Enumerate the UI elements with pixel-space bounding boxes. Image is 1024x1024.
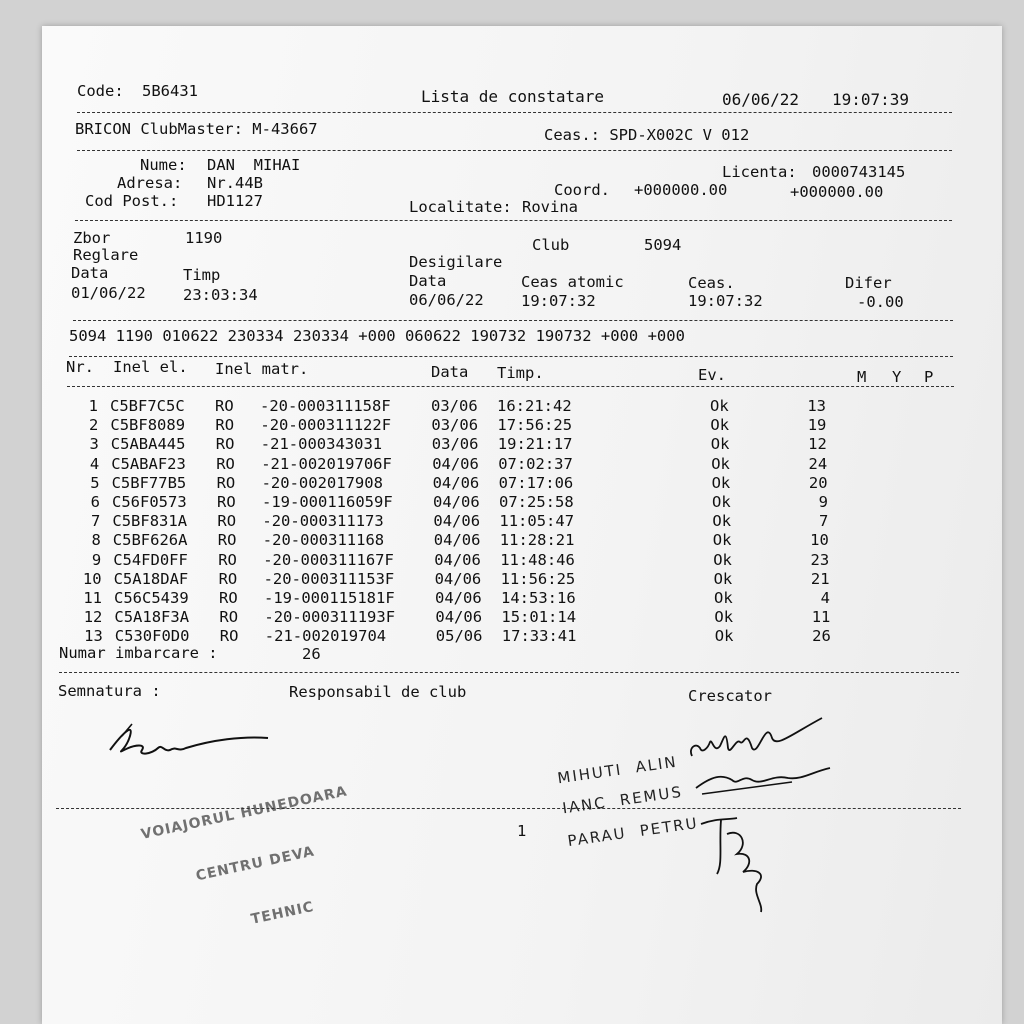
club-number: 5094 [644, 236, 682, 254]
cell-ev: Ok [710, 397, 729, 415]
cell-inel-el: C5ABAF23 [111, 454, 186, 473]
cell-date: 03/06 [431, 397, 478, 415]
cell-m: 13 [807, 397, 826, 415]
reglare-date-label: Data [71, 264, 109, 282]
cell-nr: 7 [91, 512, 101, 531]
cell-time: 07:17:06 [498, 473, 574, 492]
divider [67, 386, 954, 387]
divider [56, 808, 961, 809]
cell-inel-matr: -21-000343031 [260, 435, 383, 454]
cell-ev: Ok [710, 435, 730, 454]
cell-nr: 12 [83, 608, 103, 627]
cell-time: 14:53:16 [501, 589, 576, 607]
document-sheet [42, 26, 1002, 1024]
postal-code: HD1127 [207, 192, 263, 210]
col-header-inel-matr: Inel matr. [215, 360, 309, 378]
cell-inel-el: C5BF77B5 [111, 473, 187, 492]
witness-name-2: IANC REMUS [561, 782, 684, 818]
cell-inel-el: C5ABA445 [110, 435, 186, 454]
cell-m: 12 [808, 435, 827, 454]
coord-x: +000000.00 [634, 181, 728, 199]
cell-country: RO [218, 569, 238, 588]
atomic-time: 19:07:32 [521, 292, 596, 310]
cell-date: 04/06 [433, 531, 481, 550]
reglare-date: 01/06/22 [71, 284, 146, 302]
cell-inel-matr: -21-002019706F [261, 454, 392, 473]
cell-nr: 1 [88, 397, 98, 415]
flight-number: 1190 [185, 229, 223, 247]
locality: Rovina [522, 198, 578, 216]
cell-date: 03/06 [431, 435, 479, 454]
cell-time: 11:28:21 [499, 531, 575, 550]
cell-inel-el: C5BF8089 [110, 416, 186, 435]
breeder-label: Crescator [688, 687, 772, 705]
print-date: 06/06/22 [722, 90, 800, 109]
cell-date: 04/06 [434, 550, 481, 569]
clock-time: 19:07:32 [688, 292, 763, 310]
cell-country: RO [215, 435, 235, 454]
divider [75, 220, 952, 221]
cell-time: 11:56:25 [500, 569, 576, 588]
cell-date: 04/06 [432, 473, 480, 492]
licence-label: Licenta: [722, 163, 797, 181]
divider [69, 356, 953, 357]
cell-inel-el: C5A18F3A [114, 608, 190, 627]
col-header-data: Data [431, 363, 469, 381]
cell-nr: 6 [90, 493, 100, 511]
club-responsible-label: Responsabil de club [289, 683, 467, 701]
cell-m: 21 [810, 569, 830, 588]
cell-m: 20 [808, 473, 828, 492]
stamp-line-2: CENTRU DEVA [194, 843, 317, 885]
cell-ev: Ok [714, 627, 734, 646]
witness-name-3: PARAU PETRU [566, 813, 700, 851]
coord-label: Coord. [554, 181, 610, 199]
divider [77, 112, 952, 113]
witness-signature-2-icon [692, 764, 832, 804]
cell-ev: Ok [711, 454, 730, 473]
atomic-clock-label: Ceas atomic [521, 273, 624, 291]
cell-time: 11:48:46 [500, 550, 575, 569]
cell-country: RO [219, 589, 238, 607]
cell-m: 24 [808, 454, 828, 473]
col-header-ev: Ev. [698, 366, 726, 384]
difference-value: -0.00 [857, 293, 904, 311]
cell-ev: Ok [711, 473, 731, 492]
desig-date-label: Data [409, 272, 447, 290]
cell-m: 9 [818, 493, 828, 511]
cell-country: RO [217, 512, 237, 531]
table-row [42, 570, 942, 589]
cell-inel-matr: -20-002017908 [261, 473, 383, 492]
cell-m: 26 [812, 627, 831, 646]
cell-date: 05/06 [435, 627, 483, 646]
table-row [42, 512, 942, 531]
stamp-line-1: VOIAJORUL HUNEDOARA [139, 783, 349, 843]
col-header-timp: Timp. [497, 364, 544, 382]
divider [73, 320, 953, 321]
witness-name-1: MIHUTI ALIN [556, 752, 679, 788]
difference-label: Difer [845, 274, 892, 292]
cell-country: RO [219, 608, 239, 627]
print-time: 19:07:39 [832, 90, 910, 109]
cell-ev: Ok [713, 569, 733, 588]
table-row [42, 474, 942, 493]
cell-date: 04/06 [435, 589, 482, 607]
col-header-m: M [857, 368, 867, 386]
encoded-line: 5094 1190 010622 230334 230334 +000 060622 190732 190732 +000 +000 [69, 327, 685, 345]
desig-date: 06/06/22 [409, 291, 484, 309]
owner-name: DAN MIHAI [207, 156, 301, 174]
boarding-count-label: Numar imbarcare : [59, 644, 218, 662]
col-header-nr: Nr. [66, 358, 94, 376]
code-label: Code: [77, 82, 124, 100]
document-title: Lista de constatare [421, 87, 605, 106]
cell-nr: 11 [83, 589, 102, 607]
cell-country: RO [217, 493, 236, 511]
clock-label: Ceas. [688, 274, 735, 292]
cell-nr: 5 [90, 473, 100, 492]
col-header-p: P [924, 368, 934, 386]
clubmaster-id: BRICON ClubMaster: M-43667 [75, 120, 318, 138]
cell-m: 4 [820, 589, 830, 607]
cell-m: 7 [819, 512, 829, 531]
table-row [42, 397, 942, 416]
cell-ev: Ok [710, 416, 730, 435]
table-row [42, 416, 942, 435]
name-label: Nume: [140, 156, 187, 174]
cell-inel-el: C530F0D0 [114, 627, 190, 646]
cell-time: 11:05:47 [499, 512, 575, 531]
cell-inel-el: C5BF7C5C [110, 397, 185, 415]
cell-nr: 3 [89, 435, 99, 454]
cell-ev: Ok [712, 531, 732, 550]
cell-country: RO [215, 397, 234, 415]
cell-date: 04/06 [435, 608, 483, 627]
col-header-inel-el: Inel el. [113, 358, 188, 376]
cell-inel-matr: -20-000311173 [262, 512, 384, 531]
cell-inel-el: C56F0573 [112, 493, 187, 511]
cell-inel-matr: -20-000311122F [260, 416, 392, 435]
cell-m: 10 [810, 531, 829, 550]
cell-time: 15:01:14 [501, 608, 577, 627]
cell-country: RO [216, 473, 236, 492]
cell-nr: 8 [91, 531, 101, 550]
cell-m: 19 [807, 416, 827, 435]
cell-inel-el: C5BF831A [112, 512, 188, 531]
cell-ev: Ok [714, 589, 733, 607]
desigilare-label: Desigilare [409, 253, 503, 271]
cell-ev: Ok [712, 512, 732, 531]
cell-inel-matr: -21-002019704 [264, 627, 387, 646]
divider [77, 150, 952, 151]
coord-y: +000000.00 [790, 183, 884, 201]
cell-date: 03/06 [431, 416, 479, 435]
cell-country: RO [216, 454, 235, 473]
club-label: Club [532, 236, 570, 254]
clock-id: Ceas.: SPD-X002C V 012 [544, 126, 750, 144]
divider [59, 672, 959, 673]
cell-time: 19:21:17 [497, 435, 573, 454]
cell-inel-matr: -19-000115181F [264, 589, 395, 607]
cell-ev: Ok [712, 493, 731, 511]
cell-inel-matr: -20-000311153F [263, 569, 395, 588]
cell-inel-matr: -20-000311167F [263, 550, 394, 569]
table-row [42, 455, 942, 474]
locality-label: Localitate: [409, 198, 512, 216]
stamp-line-3: TEHNIC [249, 898, 316, 928]
reglare-time: 23:03:34 [183, 286, 258, 304]
cell-inel-matr: -20-000311168 [262, 531, 385, 550]
flight-label: Zbor [73, 229, 111, 247]
cell-time: 07:25:58 [499, 493, 574, 511]
cell-time: 17:33:41 [501, 627, 577, 646]
cell-date: 04/06 [433, 512, 481, 531]
cell-nr: 13 [84, 627, 103, 646]
code-value: 5B6431 [142, 82, 198, 100]
cell-inel-el: C54FD0FF [113, 550, 188, 569]
club-stamp [133, 752, 378, 978]
cell-ev: Ok [713, 550, 732, 569]
cell-inel-matr: -20-000311158F [260, 397, 391, 415]
table-row [42, 608, 942, 627]
page-number: 1 [517, 822, 527, 840]
cell-m: 23 [810, 550, 830, 569]
cell-date: 04/06 [434, 569, 482, 588]
club-signature-icon [102, 714, 282, 774]
cell-country: RO [218, 550, 237, 569]
licence-number: 0000743145 [812, 163, 906, 181]
cell-inel-el: C56C5439 [114, 589, 189, 607]
cell-m: 11 [811, 608, 831, 627]
owner-address: Nr.44B [207, 174, 263, 192]
cell-country: RO [219, 627, 239, 646]
cell-nr: 10 [82, 569, 102, 588]
witness-signature-3-icon [697, 814, 787, 914]
cell-inel-el: C5A18DAF [113, 569, 189, 588]
table-row [42, 551, 942, 570]
table-row [42, 493, 942, 512]
address-label: Adresa: [117, 174, 183, 192]
table-row [42, 435, 942, 454]
cell-nr: 4 [89, 454, 100, 473]
cell-ev: Ok [714, 608, 734, 627]
boarding-count: 26 [302, 645, 321, 663]
cell-date: 04/06 [433, 493, 480, 511]
signature-label: Semnatura : [58, 682, 161, 700]
postal-code-label: Cod Post.: [85, 192, 179, 210]
cell-nr: 9 [91, 550, 102, 569]
reglare-label: Reglare [73, 246, 139, 264]
cell-time: 17:56:25 [497, 416, 573, 435]
cell-inel-el: C5BF626A [112, 531, 188, 550]
table-row [42, 589, 942, 608]
table-row [42, 531, 942, 550]
cell-nr: 2 [89, 416, 99, 435]
cell-date: 04/06 [432, 454, 479, 473]
cell-time: 16:21:42 [497, 397, 572, 415]
reglare-time-label: Timp [183, 266, 221, 284]
cell-inel-matr: -20-000311193F [264, 608, 396, 627]
cell-time: 07:02:37 [498, 454, 573, 473]
col-header-y: Y [892, 368, 902, 386]
cell-inel-matr: -19-000116059F [262, 493, 393, 511]
cell-country: RO [215, 416, 235, 435]
cell-country: RO [217, 531, 237, 550]
